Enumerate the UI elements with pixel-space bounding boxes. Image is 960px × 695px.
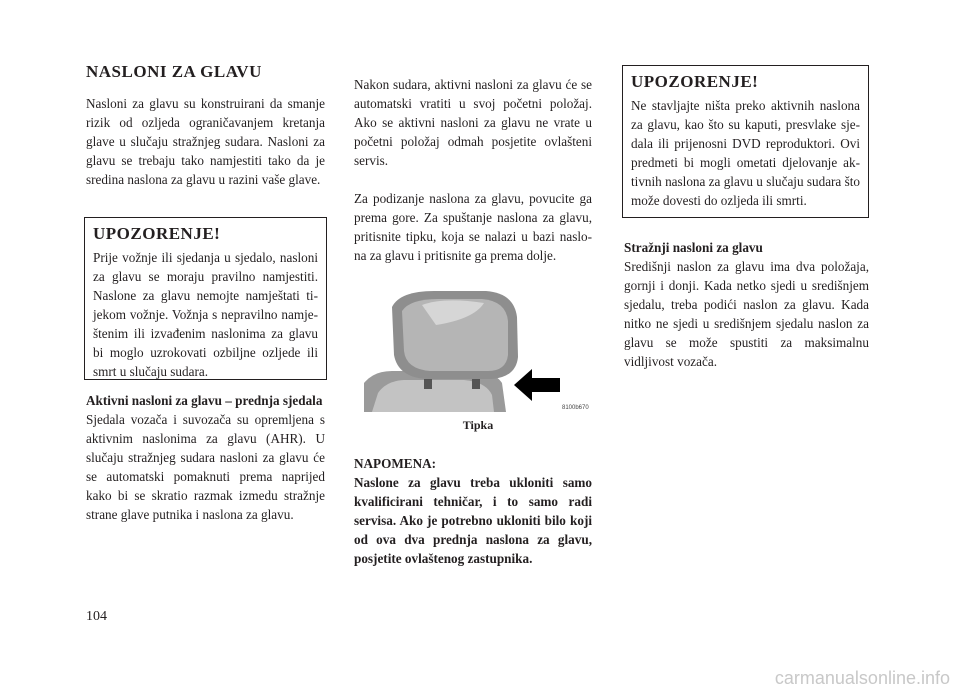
adjust-paragraph: Za podizanje naslona za glavu, povucite ga prema gore. Za spuštanje naslona za glavu, pritisnite tipku, koja se nalazi u bazi naslo-na za glavu i pritisnite ga prema dolje. xyxy=(354,191,592,263)
active-headrest-text: Sjedala vozača i suvozača su opremljena s aktivnim naslonima za glavu (AHR). U slučaju stražnjeg sudara nasloni za glavu će se automatski pomaknuti prema naprijed kako bi se skratio razmak izmedu stražnje strane glave putnika i naslona za glavu. xyxy=(86,412,325,522)
watermark: carmanualsonline.info xyxy=(774,668,950,688)
left-column xyxy=(86,94,325,189)
warning-text: Ne stavljajte ništa preko aktivnih naslona za glavu, kao što su kaputi, presvlake sje-dala ili prijenosni DVD reproduktori. Ovi predmeti bi mogli ometati djelovanje ak-tivnih naslona za glavu u slučaju sudara što može dovesti do ozljeda ili smrti. xyxy=(631,98,860,208)
active-headrest-heading: Aktivni nasloni za glavu – prednja sjedala xyxy=(86,393,323,408)
warning-box-active xyxy=(622,65,869,218)
rear-headrest-section xyxy=(624,238,869,371)
note-section xyxy=(354,454,592,568)
middle-column xyxy=(354,75,592,265)
figure-caption: Tipka xyxy=(462,418,494,432)
figure-code: 8100b670 xyxy=(562,405,589,411)
after-crash-paragraph: Nakon sudara, aktivni nasloni za glavu će se automatski vratiti u svoj početni položaj. Ako se aktivni nasloni za glavu ne vrate u početni položaj odmah posjetite ovlašteni servis. xyxy=(354,77,592,168)
intro-paragraph: Nasloni za glavu su konstruirani da smanje rizik od ozljeda ograničavanjem kretanja glave u slučaju stražnjeg sudara. Nasloni za glavu se trebaju tako namjestiti tako da je sredina naslona za glavu u razini vaše glave. xyxy=(86,96,325,187)
warning-text: Prije vožnje ili sjedanja u sjedalo, nasloni za glavu se moraju pravilno namjestiti. Naslone za glavu nemojte namještati ti-jekom vožnje. Vožnja s nepravilno namje-štenim ili izvađenim naslonima za glavu bi moglo uzrokovati ozbiljne ozljede ili smrt u slučaju sudara. xyxy=(93,250,318,379)
note-text: Naslone za glavu treba ukloniti samo kvalificirani tehničar, i to samo radi servisa. Ako je potrebno ukloniti bilo koji od ova dva prednja naslona za glavu, posjetite ovlaštenog zastupnika. xyxy=(354,475,592,566)
warning-heading: UPOZORENJE! xyxy=(631,72,759,91)
rear-headrest-text: Središnji naslon za glavu ima dva položaja, gornji i donji. Kada netko sjedi u središnjem sjedalu, treba podići naslon za glavu. Kada nitko ne sjedi u središnjem sjedalu naslon za glavu se može spustiti za maksimalnu vidljivost vozača. xyxy=(624,259,869,369)
headrest-illustration xyxy=(364,285,592,412)
headrest-drawing xyxy=(364,285,592,412)
note-heading: NAPOMENA: xyxy=(354,456,437,471)
rear-headrest-heading: Stražnji nasloni za glavu xyxy=(624,240,763,255)
warning-box-front xyxy=(84,217,327,380)
warning-heading: UPOZORENJE! xyxy=(93,224,221,243)
active-headrest-section xyxy=(86,391,325,524)
page-number: 104 xyxy=(86,609,107,624)
section-title: NASLONI ZA GLAVU xyxy=(86,62,262,81)
